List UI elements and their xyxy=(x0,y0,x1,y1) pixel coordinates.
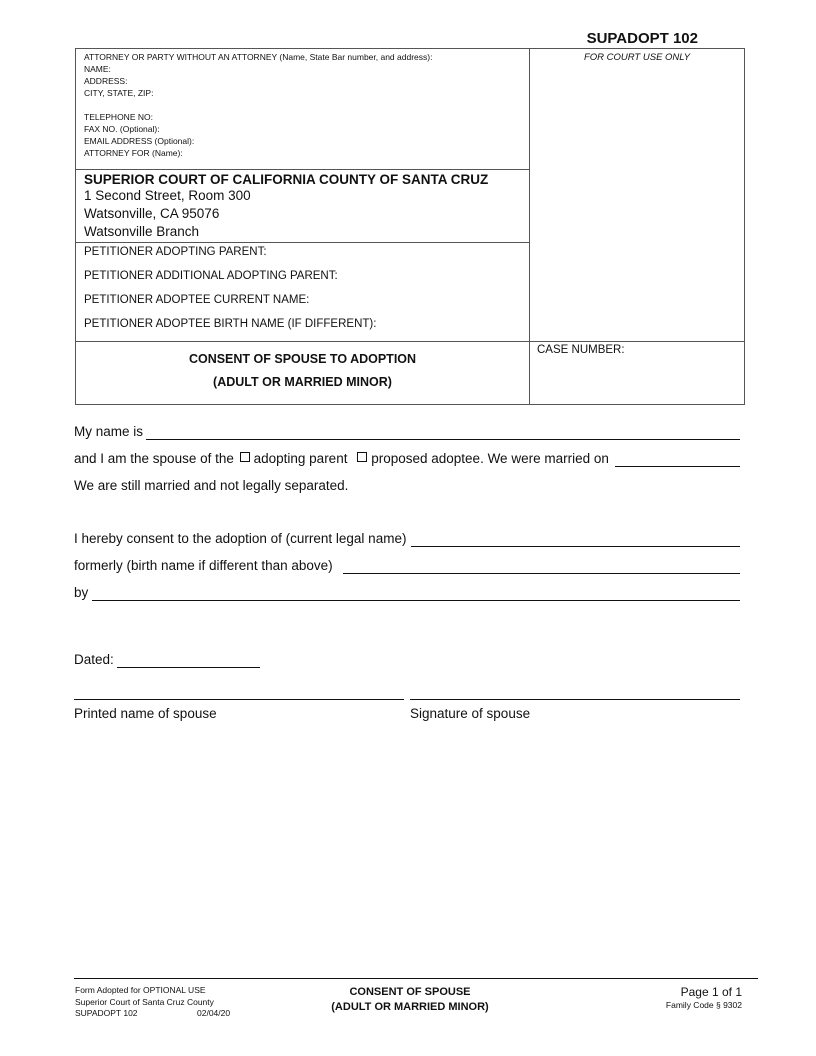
petitioner-adopting-parent-field[interactable]: PETITIONER ADOPTING PARENT: xyxy=(84,246,267,258)
court-info-box xyxy=(75,169,530,243)
printed-name-label: Printed name of spouse xyxy=(74,706,217,721)
attorney-address-field[interactable]: ADDRESS: xyxy=(84,76,128,86)
footer-rule xyxy=(74,978,758,979)
footer-adopted: Form Adopted for OPTIONAL USE xyxy=(75,985,206,995)
court-branch: Watsonville Branch xyxy=(84,224,200,239)
by-label: by xyxy=(74,585,89,600)
dated-line[interactable] xyxy=(117,667,260,668)
consent-label: I hereby consent to the adoption of (current legal name) xyxy=(74,531,407,546)
attorney-caption: ATTORNEY OR PARTY WITHOUT AN ATTORNEY (Name, State Bar number, and address): xyxy=(84,52,433,62)
spouse-line xyxy=(74,451,609,466)
form-number: SUPADOPT 102 xyxy=(586,30,698,47)
court-name: SUPERIOR COURT OF CALIFORNIA COUNTY OF SANTA CRUZ xyxy=(84,172,489,187)
fax-field[interactable]: FAX NO. (Optional): xyxy=(84,124,160,134)
footer-center xyxy=(300,985,520,1015)
footer-form-date: 02/04/20 xyxy=(197,1008,231,1018)
petitioner-additional-parent-field[interactable]: PETITIONER ADDITIONAL ADOPTING PARENT: xyxy=(84,270,338,282)
footer-title-line1: CONSENT OF SPOUSE xyxy=(349,986,471,998)
dated-label: Dated: xyxy=(74,652,114,667)
court-street: 1 Second Street, Room 300 xyxy=(84,188,251,203)
footer-right xyxy=(666,985,742,1012)
signature-line[interactable] xyxy=(410,699,740,700)
still-married-text: We are still married and not legally separated. xyxy=(74,478,349,493)
case-number-label: CASE NUMBER: xyxy=(537,344,625,356)
footer-left xyxy=(75,985,275,1020)
marriage-date-line[interactable] xyxy=(615,466,740,467)
petitioner-adoptee-current-field[interactable]: PETITIONER ADOPTEE CURRENT NAME: xyxy=(84,294,310,306)
formerly-label: formerly (birth name if different than above) xyxy=(74,558,333,573)
form-title-line1: CONSENT OF SPOUSE TO ADOPTION xyxy=(188,352,417,366)
court-use-label: FOR COURT USE ONLY xyxy=(583,52,691,63)
my-name-line[interactable] xyxy=(146,439,740,440)
by-line[interactable] xyxy=(92,600,740,601)
title-box xyxy=(75,341,530,405)
my-name-label: My name is xyxy=(74,424,144,439)
adopting-parent-checkbox[interactable] xyxy=(240,452,250,462)
footer-form-code: SUPADOPT 102 xyxy=(75,1008,138,1018)
spouse-prefix: and I am the spouse of the xyxy=(74,451,234,466)
footer-title-line2: (ADULT OR MARRIED MINOR) xyxy=(331,1001,489,1013)
petitioner-box xyxy=(75,242,530,342)
attorney-box xyxy=(75,48,530,170)
email-field[interactable]: EMAIL ADDRESS (Optional): xyxy=(84,136,195,146)
footer-court: Superior Court of Santa Cruz County xyxy=(75,996,214,1007)
signature-label: Signature of spouse xyxy=(410,706,531,721)
current-legal-name-line[interactable] xyxy=(411,546,740,547)
page-number: Page 1 of 1 xyxy=(680,985,742,999)
adopting-parent-label: adopting parent xyxy=(253,451,348,466)
attorney-for-field[interactable]: ATTORNEY FOR (Name): xyxy=(84,148,183,158)
birth-name-line[interactable] xyxy=(343,573,740,574)
court-city: Watsonville, CA 95076 xyxy=(84,206,220,221)
petitioner-adoptee-birth-field[interactable]: PETITIONER ADOPTEE BIRTH NAME (IF DIFFERENT): xyxy=(84,318,377,330)
case-number-box[interactable] xyxy=(529,341,745,405)
proposed-adoptee-checkbox[interactable] xyxy=(357,452,367,462)
attorney-name-field[interactable]: NAME: xyxy=(84,64,111,74)
printed-name-line[interactable] xyxy=(74,699,404,700)
attorney-city-field[interactable]: CITY, STATE, ZIP: xyxy=(84,88,154,98)
telephone-field[interactable]: TELEPHONE NO: xyxy=(84,112,153,122)
family-code-ref: Family Code § 9302 xyxy=(665,1000,742,1010)
form-title-line2: (ADULT OR MARRIED MINOR) xyxy=(213,375,392,389)
court-use-box xyxy=(529,48,745,342)
proposed-adoptee-label: proposed adoptee. We were married on xyxy=(371,451,609,466)
